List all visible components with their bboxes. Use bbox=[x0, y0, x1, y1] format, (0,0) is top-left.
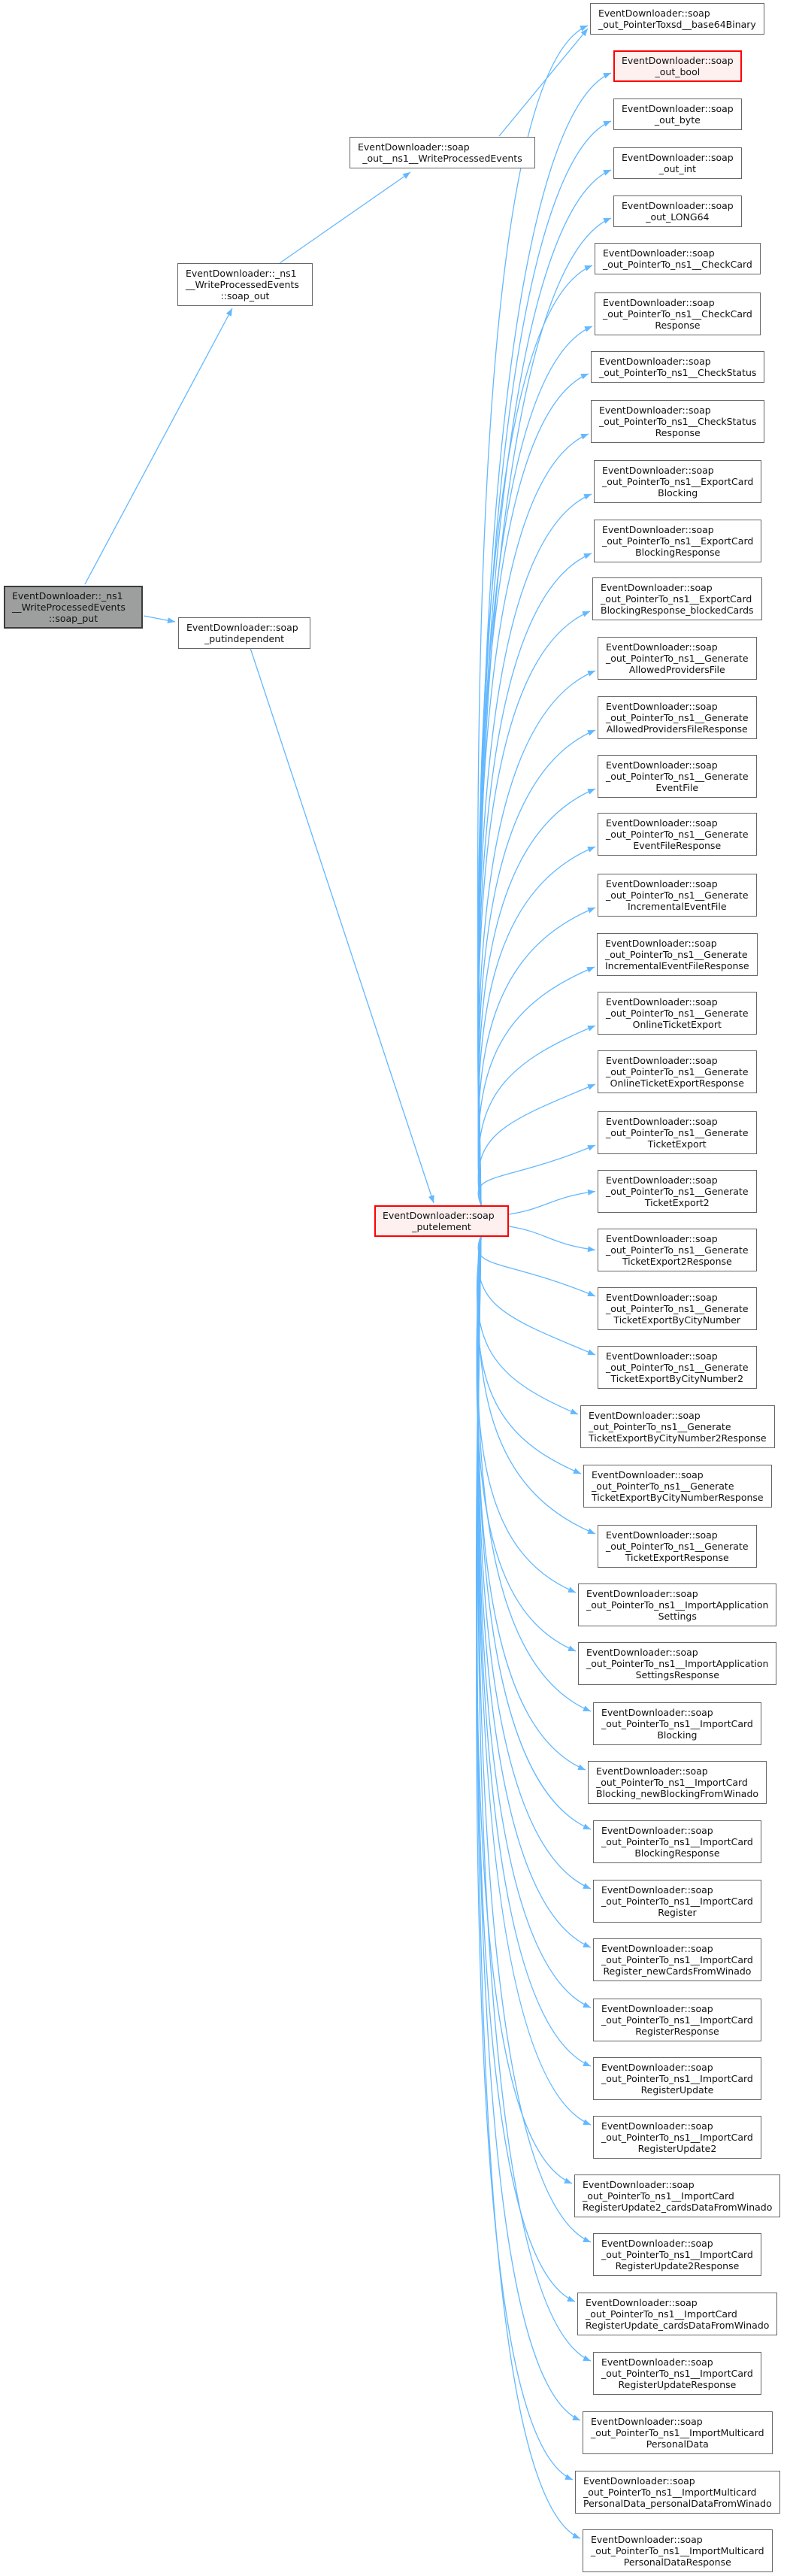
node-label-line: _out_PointerTo_ns1__Generate bbox=[605, 949, 748, 960]
graph-node-t43[interactable] bbox=[583, 2411, 773, 2454]
node-label-line: EventDownloader::soap bbox=[606, 1233, 718, 1244]
edge-putelement-t41 bbox=[477, 1235, 575, 2302]
node-label-line: _out_PointerTo_ns1__Generate bbox=[606, 1186, 749, 1197]
node-label-line: EventDownloader::soap bbox=[606, 701, 718, 712]
edge-putelement-t21 bbox=[478, 1145, 595, 1205]
graph-node-t29[interactable] bbox=[578, 1583, 776, 1626]
node-label-line: _out_bool bbox=[655, 66, 701, 77]
node-label-line: _out_PointerTo_ns1__ImportCard bbox=[601, 2368, 753, 2379]
node-label-line: EventDownloader::soap bbox=[606, 1529, 718, 1541]
edge-putelement-t22 bbox=[509, 1192, 595, 1215]
graph-node-t30[interactable] bbox=[578, 1642, 776, 1685]
edge-putelement-t16 bbox=[478, 847, 595, 1205]
edge-ns1_soap_out-soap_out_ns1_wpe bbox=[280, 172, 410, 263]
node-label-line: _out_PointerTo_ns1__CheckStatus bbox=[599, 416, 757, 427]
node-label-line: TicketExportByCityNumber2 bbox=[610, 1373, 744, 1384]
edge-putelement-t6 bbox=[478, 265, 592, 1205]
node-label-line: EventDownloader::soap bbox=[583, 2179, 695, 2190]
edge-putelement-t17 bbox=[478, 908, 595, 1205]
node-label-line: TicketExport2Response bbox=[622, 1256, 732, 1267]
graph-node-t4[interactable] bbox=[613, 147, 742, 179]
edge-putelement-t3 bbox=[479, 121, 611, 1205]
node-label-line: EventDownloader::soap bbox=[606, 1174, 718, 1186]
node-label-line: EventDownloader::soap bbox=[602, 465, 714, 476]
node-label-line: _out_PointerTo_ns1__Generate bbox=[606, 1541, 749, 1552]
edge-soap_put-ns1_soap_out bbox=[85, 308, 232, 584]
node-label-line: IncrementalEventFileResponse bbox=[605, 960, 749, 971]
node-label-line: _putindependent bbox=[204, 633, 285, 644]
node-label-line: OnlineTicketExportResponse bbox=[610, 1077, 744, 1089]
graph-node-t44[interactable] bbox=[575, 2471, 780, 2514]
graph-node-t1[interactable] bbox=[590, 3, 764, 35]
node-label-line: _out_byte bbox=[654, 114, 701, 126]
node-label-line: EventDownloader::soap bbox=[601, 2062, 713, 2073]
node-label-line: EventDownloader::_ns1 bbox=[12, 590, 123, 602]
node-label-line: _out_PointerTo_ns1__CheckCard bbox=[603, 259, 752, 270]
graph-node-t19[interactable] bbox=[598, 992, 757, 1035]
node-label-line: EventDownloader::soap bbox=[603, 297, 715, 308]
graph-node-t17[interactable] bbox=[598, 874, 757, 917]
node-label-line: _out_LONG64 bbox=[646, 211, 710, 223]
node-label-line: EventDownloader::soap bbox=[601, 2238, 713, 2249]
edge-putelement-t32 bbox=[477, 1235, 586, 1770]
node-label-line: RegisterUpdate bbox=[640, 2084, 714, 2096]
node-label-line: RegisterUpdate2_cardsDataFromWinado bbox=[583, 2202, 773, 2213]
edge-putelement-t8 bbox=[478, 374, 589, 1205]
graph-node-putindependent[interactable] bbox=[178, 617, 310, 649]
graph-node-t27[interactable] bbox=[583, 1465, 772, 1508]
node-label-line: _out_PointerTo_ns1__ImportMulticard bbox=[591, 2427, 764, 2438]
node-label-line: EventDownloader::soap bbox=[622, 103, 734, 114]
edge-putelement-t23 bbox=[509, 1226, 595, 1250]
node-label-line: EventDownloader::soap bbox=[606, 878, 718, 889]
edge-putelement-t34 bbox=[478, 1235, 591, 1889]
graph-node-t2[interactable] bbox=[613, 50, 742, 82]
node-label-line: _out_PointerTo_ns1__ExportCard bbox=[602, 535, 754, 547]
edge-putelement-t15 bbox=[478, 789, 595, 1205]
node-label-line: EventFile bbox=[655, 782, 699, 793]
node-label-line: _out_PointerTo_ns1__Generate bbox=[606, 829, 749, 840]
graph-node-t21[interactable] bbox=[598, 1111, 757, 1154]
node-label-line: _out_PointerTo_ns1__CheckStatus bbox=[599, 367, 757, 378]
node-label-line: _out_PointerTo_ns1__ExportCard bbox=[601, 593, 752, 605]
graph-node-ns1_soap_out[interactable] bbox=[177, 263, 313, 306]
node-label-line: EventDownloader::soap bbox=[606, 996, 718, 1008]
node-label-line: _out_PointerTo_ns1__ImportApplication bbox=[586, 1599, 769, 1611]
graph-node-putelement[interactable] bbox=[374, 1205, 509, 1237]
node-label-line: _out_PointerTo_ns1__ImportCard bbox=[601, 1718, 753, 1729]
node-label-line: _out_PointerTo_ns1__ImportCard bbox=[583, 2190, 734, 2202]
node-label-line: EventDownloader::soap bbox=[606, 759, 718, 771]
graph-node-t5[interactable] bbox=[613, 195, 742, 227]
node-label-line: EventDownloader::soap bbox=[601, 2003, 713, 2014]
node-label-line: RegisterUpdate2 bbox=[637, 2143, 717, 2154]
edge-putindependent-putelement bbox=[250, 648, 434, 1203]
graph-node-t34[interactable] bbox=[593, 1880, 761, 1923]
node-label-line: _out_PointerTo_ns1__Generate bbox=[606, 1244, 749, 1256]
node-label-line: Blocking bbox=[657, 1729, 698, 1741]
edge-putelement-t14 bbox=[478, 730, 595, 1205]
node-label-line: Blocking_newBlockingFromWinado bbox=[596, 1788, 759, 1799]
node-label-line: _out_PointerTo_ns1__Generate bbox=[592, 1480, 734, 1492]
edge-putelement-t38 bbox=[478, 1235, 591, 2125]
node-label-line: PersonalData_personalDataFromWinado bbox=[583, 2498, 772, 2509]
node-label-line: Blocking bbox=[658, 487, 698, 499]
graph-node-t7[interactable] bbox=[595, 292, 761, 335]
node-label-line: _out_int bbox=[658, 163, 696, 174]
node-label-line: SettingsResponse bbox=[635, 1669, 719, 1680]
edge-putelement-t25 bbox=[478, 1235, 595, 1355]
graph-node-t31[interactable] bbox=[593, 1702, 761, 1745]
graph-node-t36[interactable] bbox=[593, 1999, 761, 2041]
graph-node-soap_out_ns1_wpe[interactable] bbox=[350, 137, 535, 168]
node-label-line: EventDownloader::soap bbox=[186, 622, 298, 633]
node-label-line: BlockingResponse bbox=[634, 1847, 720, 1859]
node-label-line: EventDownloader::soap bbox=[606, 1116, 718, 1127]
edge-putelement-t36 bbox=[478, 1235, 591, 2008]
node-label-line: TicketExportByCityNumberResponse bbox=[592, 1492, 764, 1503]
graph-node-t11[interactable] bbox=[594, 520, 761, 562]
graph-node-t33[interactable] bbox=[593, 1820, 761, 1863]
edge-putelement-t12 bbox=[478, 611, 590, 1205]
graph-node-t14[interactable] bbox=[598, 696, 757, 739]
graph-node-t37[interactable] bbox=[593, 2057, 761, 2100]
node-label-line: EventDownloader::soap bbox=[586, 1588, 698, 1599]
node-label-line: AllowedProvidersFileResponse bbox=[606, 723, 748, 735]
node-label-line: RegisterResponse bbox=[635, 2026, 719, 2037]
graph-node-t22[interactable] bbox=[598, 1170, 757, 1213]
node-label-line: _out_PointerTo_ns1__Generate bbox=[606, 1362, 749, 1373]
node-label-line: PersonalDataResponse bbox=[623, 2556, 731, 2568]
graph-node-t32[interactable] bbox=[588, 1761, 767, 1804]
node-label-line: AllowedProvidersFile bbox=[628, 664, 725, 675]
graph-node-t10[interactable] bbox=[594, 460, 761, 503]
graph-node-t18[interactable] bbox=[597, 933, 758, 976]
graph-node-t3[interactable] bbox=[613, 98, 742, 130]
node-label-line: _out_PointerTo_ns1__ImportCard bbox=[586, 2308, 737, 2320]
graph-node-t8[interactable] bbox=[591, 351, 764, 383]
node-label-line: EventDownloader::soap bbox=[591, 2416, 703, 2427]
edge-putelement-t18 bbox=[478, 967, 595, 1205]
node-label-line: _out_PointerTo_ns1__ImportCard bbox=[601, 1836, 753, 1847]
node-label-line: RegisterUpdate2Response bbox=[615, 2260, 740, 2271]
node-label-line: EventDownloader::soap bbox=[605, 938, 717, 949]
node-label-line: ::soap_put bbox=[48, 613, 98, 624]
node-label-line: EventDownloader::soap bbox=[589, 1410, 701, 1421]
node-label-line: _out_PointerTo_ns1__Generate bbox=[606, 1303, 749, 1314]
node-label-line: BlockingResponse_blockedCards bbox=[601, 605, 754, 616]
node-label-line: __WriteProcessedEvents bbox=[12, 602, 126, 613]
edge-putelement-t11 bbox=[478, 553, 592, 1205]
node-label-line: _out_PointerTo_ns1__Generate bbox=[606, 1066, 749, 1077]
node-label-line: TicketExport2 bbox=[644, 1197, 710, 1208]
node-label-line: _out_PointerTo_ns1__Generate bbox=[606, 1008, 749, 1019]
node-label-line: _putelement bbox=[412, 1221, 471, 1232]
node-label-line: EventDownloader::_ns1 bbox=[186, 268, 297, 279]
node-label-line: _out_PointerTo_ns1__ExportCard bbox=[602, 476, 754, 487]
node-label-line: _out_PointerTo_ns1__ImportCard bbox=[601, 2249, 753, 2260]
edge-putelement-t30 bbox=[477, 1235, 576, 1651]
node-label-line: EventDownloader::soap bbox=[583, 2475, 695, 2487]
node-label-line: TicketExportByCityNumber bbox=[613, 1314, 741, 1326]
node-label-line: EventDownloader::soap bbox=[601, 2120, 713, 2132]
graph-node-t15[interactable] bbox=[598, 755, 757, 798]
node-label-line: TicketExportResponse bbox=[625, 1552, 729, 1563]
node-label-line: ::soap_out bbox=[220, 290, 270, 302]
node-label-line: _out__ns1__WriteProcessedEvents bbox=[362, 153, 522, 164]
node-label-line: EventDownloader::soap bbox=[599, 405, 711, 416]
edge-soap_out_ns1_wpe-t1 bbox=[499, 29, 588, 136]
node-label-line: IncrementalEventFile bbox=[627, 901, 727, 912]
node-label-line: Settings bbox=[658, 1611, 697, 1622]
node-label-line: EventDownloader::soap bbox=[592, 1469, 704, 1480]
node-label-line: EventDownloader::soap bbox=[598, 8, 710, 19]
node-label-line: EventDownloader::soap bbox=[599, 356, 711, 367]
graph-node-t20[interactable] bbox=[598, 1050, 757, 1093]
graph-node-t38[interactable] bbox=[593, 2116, 761, 2159]
graph-node-t9[interactable] bbox=[591, 400, 764, 443]
node-label-line: Register bbox=[658, 1907, 697, 1918]
graph-node-t45[interactable] bbox=[583, 2529, 773, 2572]
node-label-line: EventDownloader::soap bbox=[622, 200, 734, 211]
node-label-line: EventDownloader::soap bbox=[586, 1647, 698, 1658]
node-label-line: RegisterUpdateResponse bbox=[618, 2379, 737, 2390]
graph-node-t26[interactable] bbox=[580, 1405, 775, 1448]
node-label-line: EventFileResponse bbox=[633, 840, 722, 851]
node-label-line: EventDownloader::soap bbox=[358, 141, 470, 153]
node-label-line: _out_PointerTo_ns1__Generate bbox=[606, 889, 749, 901]
edge-putelement-t45 bbox=[477, 1235, 580, 2538]
node-label-line: EventDownloader::soap bbox=[622, 55, 734, 66]
node-label-line: RegisterUpdate_cardsDataFromWinado bbox=[586, 2320, 770, 2331]
edge-putelement-t33 bbox=[478, 1235, 591, 1829]
node-label-line: EventDownloader::soap bbox=[606, 817, 718, 829]
node-label-line: _out_PointerTo_ns1__ImportMulticard bbox=[583, 2487, 757, 2498]
graph-node-soap_put bbox=[4, 586, 143, 629]
node-label-line: EventDownloader::soap bbox=[603, 247, 715, 259]
node-label-line: _out_PointerTo_ns1__Generate bbox=[606, 712, 749, 723]
node-label-line: EventDownloader::soap bbox=[596, 1765, 708, 1777]
graph-node-t41[interactable] bbox=[577, 2293, 777, 2335]
node-label-line: TicketExport bbox=[647, 1138, 707, 1150]
edge-putelement-t7 bbox=[478, 326, 592, 1205]
node-label-line: _out_PointerTo_ns1__ImportCard bbox=[601, 1954, 753, 1965]
node-label-line: _out_PointerTo_ns1__ImportCard bbox=[601, 2014, 753, 2026]
edge-putelement-t20 bbox=[478, 1084, 595, 1205]
edge-putelement-t40 bbox=[478, 1235, 591, 2242]
node-label-line: _out_PointerTo_ns1__CheckCard bbox=[603, 308, 752, 320]
node-label-line: BlockingResponse bbox=[635, 547, 721, 558]
node-label-line: Response bbox=[655, 320, 701, 331]
node-label-line: EventDownloader::soap bbox=[383, 1210, 495, 1221]
node-label-line: EventDownloader::soap bbox=[601, 1825, 713, 1836]
node-label-line: _out_PointerTo_ns1__Generate bbox=[606, 1127, 749, 1138]
node-label-line: EventDownloader::soap bbox=[591, 2534, 703, 2545]
node-label-line: _out_PointerTo_ns1__ImportCard bbox=[596, 1777, 748, 1788]
graph-node-t13[interactable] bbox=[598, 637, 757, 680]
node-label-line: PersonalData bbox=[646, 2438, 709, 2450]
node-label-line: EventDownloader::soap bbox=[606, 1350, 718, 1362]
node-label-line: _out_PointerTo_ns1__ImportCard bbox=[601, 1896, 753, 1907]
node-label-line: _out_PointerTo_ns1__ImportMulticard bbox=[591, 2545, 764, 2556]
edge-putelement-t28 bbox=[478, 1235, 595, 1534]
node-label-line: _out_PointerTo_ns1__ImportCard bbox=[601, 2073, 753, 2084]
graph-node-t25[interactable] bbox=[598, 1346, 757, 1389]
node-label-line: _out_PointerTo_ns1__ImportApplication bbox=[586, 1658, 769, 1669]
node-label-line: EventDownloader::soap bbox=[602, 524, 714, 535]
graph-node-t12[interactable] bbox=[592, 577, 762, 620]
node-label-line: EventDownloader::soap bbox=[606, 641, 718, 653]
node-label-line: EventDownloader::soap bbox=[601, 2356, 713, 2368]
node-label-line: _out_PointerTo_ns1__Generate bbox=[606, 771, 749, 782]
graph-node-t39[interactable] bbox=[574, 2174, 780, 2217]
node-label-line: EventDownloader::soap bbox=[622, 152, 734, 163]
node-label-line: EventDownloader::soap bbox=[606, 1055, 718, 1066]
graph-node-t16[interactable] bbox=[598, 813, 757, 856]
graph-node-t40[interactable] bbox=[593, 2233, 761, 2276]
edge-putelement-t24 bbox=[478, 1235, 595, 1296]
node-label-line: _out_PointerTo_ns1__Generate bbox=[606, 653, 749, 664]
node-label-line: EventDownloader::soap bbox=[586, 2297, 698, 2308]
node-label-line: TicketExportByCityNumber2Response bbox=[589, 1432, 767, 1444]
node-label-line: EventDownloader::soap bbox=[601, 1707, 713, 1718]
graph-node-t24[interactable] bbox=[598, 1287, 757, 1330]
node-label-line: _out_PointerTo_ns1__ImportCard bbox=[601, 2132, 753, 2143]
node-label-line: EventDownloader::soap bbox=[606, 1292, 718, 1303]
node-label-line: __WriteProcessedEvents bbox=[186, 279, 299, 290]
node-label-line: _out_PointerToxsd__base64Binary bbox=[598, 19, 756, 30]
edge-putelement-t9 bbox=[478, 434, 589, 1205]
node-label-line: _out_PointerTo_ns1__Generate bbox=[589, 1421, 731, 1432]
node-label-line: EventDownloader::soap bbox=[601, 1943, 713, 1954]
node-label-line: Register_newCardsFromWinado bbox=[603, 1965, 752, 1977]
edge-soap_put-putindependent bbox=[144, 616, 175, 622]
node-label-line: OnlineTicketExport bbox=[632, 1019, 722, 1030]
edge-putelement-t39 bbox=[477, 1235, 572, 2184]
node-label-line: EventDownloader::soap bbox=[601, 1884, 713, 1896]
graph-node-t6[interactable] bbox=[595, 243, 761, 274]
node-label-line: Response bbox=[655, 427, 701, 438]
graph-node-t35[interactable] bbox=[593, 1938, 761, 1981]
graph-node-t23[interactable] bbox=[598, 1229, 757, 1271]
node-label-line: EventDownloader::soap bbox=[601, 582, 713, 593]
graph-node-t42[interactable] bbox=[593, 2352, 761, 2395]
graph-node-t28[interactable] bbox=[598, 1525, 757, 1568]
